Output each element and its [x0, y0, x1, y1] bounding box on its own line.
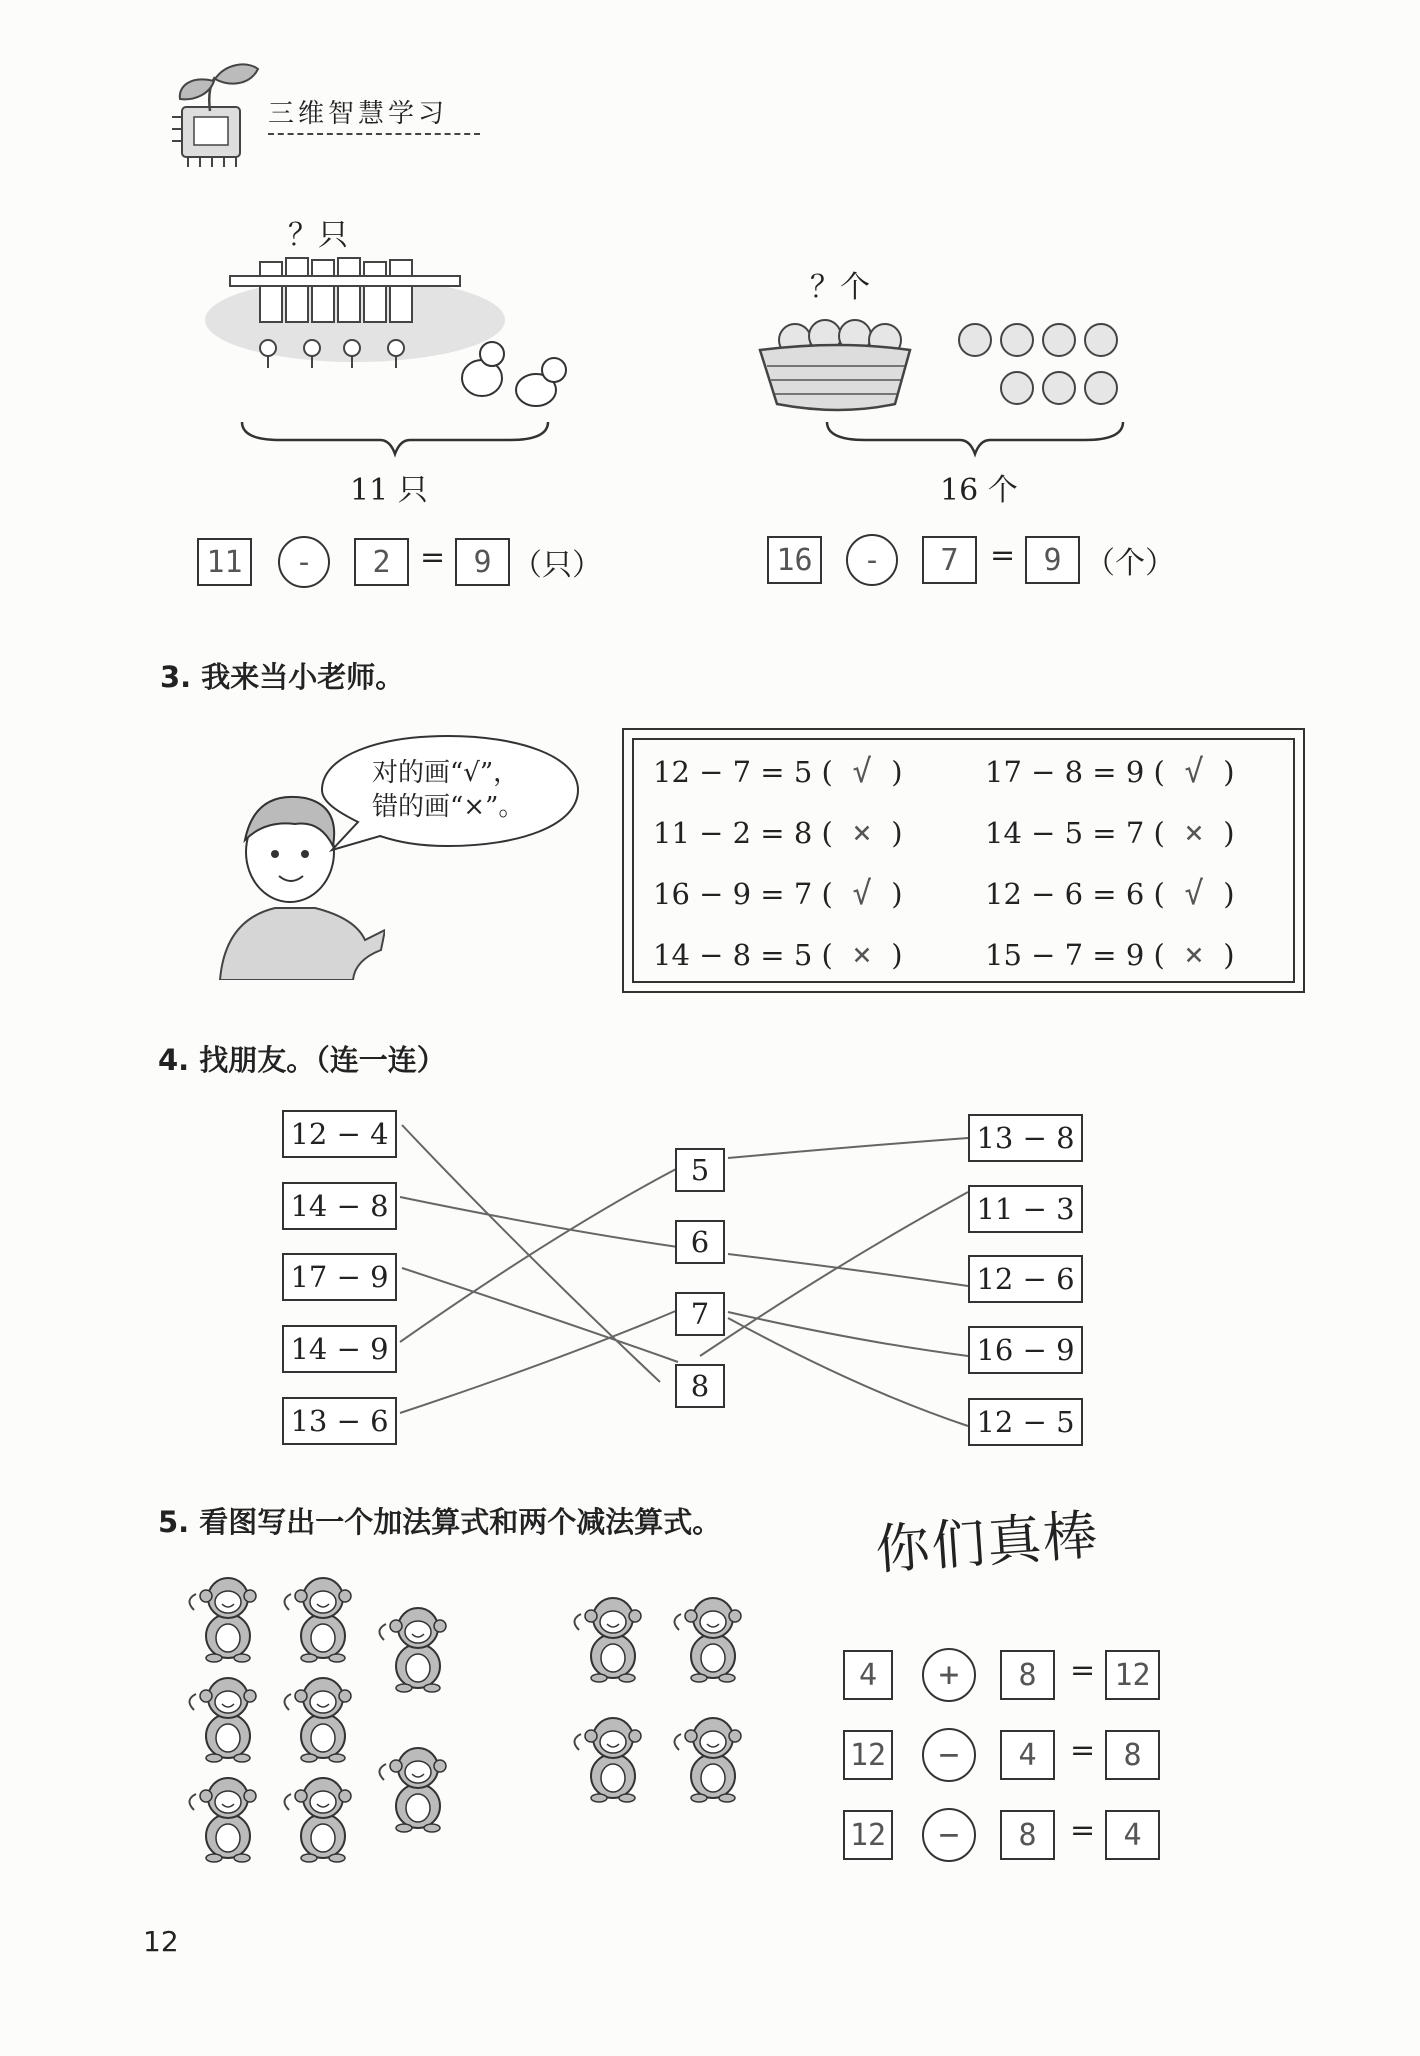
q3-expr: 12 − 7 = 5 [653, 755, 813, 789]
q3-mark[interactable]: √ [852, 874, 872, 912]
q3-item: 15 − 7 = 9 ( × ) [985, 935, 1235, 973]
fence-chicks-illustration [200, 250, 600, 410]
q3-mark[interactable]: √ [1184, 752, 1204, 790]
left-eq-result-box[interactable] [455, 538, 510, 586]
monkeys-illustration [185, 1570, 765, 1880]
right-eq-result: 9 [1043, 542, 1062, 578]
q4-left-item[interactable]: 12 − 4 [282, 1110, 397, 1158]
q5-eq3-equals: = [1070, 1813, 1096, 1848]
q4-middle-item[interactable]: 5 [675, 1148, 725, 1192]
q4-right-item[interactable]: 11 − 3 [968, 1185, 1083, 1233]
q5-eq1-equals: = [1070, 1653, 1096, 1688]
teacher-comment: 你们真棒 [873, 1503, 1102, 1582]
q5-eq3-op: − [938, 1815, 960, 1855]
right-eq-b-box[interactable] [922, 536, 977, 584]
q3-expr: 12 − 6 = 6 [985, 877, 1145, 911]
q3-expr: 15 − 7 = 9 [985, 938, 1145, 972]
speech-line-2: 错的画“×”。 [372, 792, 525, 822]
q5-eq2-result-box[interactable] [1105, 1730, 1160, 1780]
q3-mark[interactable]: × [852, 813, 872, 851]
sprout-chip-logo [160, 55, 270, 175]
q5-eq3-a-box[interactable] [843, 1810, 893, 1860]
left-eq-a: 11 [206, 544, 243, 580]
right-eq-a-box[interactable] [767, 536, 822, 584]
q3-item: 11 − 2 = 8 ( × ) [653, 813, 903, 851]
right-brace [825, 418, 1125, 458]
q5-eq1-b: 8 [1018, 1657, 1037, 1693]
q5-eq2-result: 8 [1123, 1737, 1142, 1773]
left-eq-b: 2 [372, 544, 391, 580]
right-total-label: 16 个 [940, 473, 1018, 508]
q5-eq2-a: 12 [849, 1737, 887, 1773]
q5-eq2-b: 4 [1018, 1737, 1037, 1773]
left-brace [240, 418, 550, 458]
q5-title: 5. 看图写出一个加法算式和两个减法算式。 [158, 1505, 722, 1539]
q3-mark[interactable]: √ [852, 752, 872, 790]
left-eq-unit: （只） [512, 548, 602, 583]
q3-item: 16 − 9 = 7 ( √ ) [653, 874, 903, 912]
right-eq-op: - [862, 542, 882, 578]
q5-eq2-a-box[interactable] [843, 1730, 893, 1780]
q3-item: 12 − 6 = 6 ( √ ) [985, 874, 1235, 912]
q3-mark[interactable]: × [1184, 813, 1204, 851]
q5-eq3-b: 8 [1018, 1817, 1037, 1853]
q5-eq2-b-box[interactable] [1000, 1730, 1055, 1780]
q4-right-item[interactable]: 12 − 5 [968, 1398, 1083, 1446]
right-eq-b: 7 [940, 542, 959, 578]
q5-eq3-result-box[interactable] [1105, 1810, 1160, 1860]
header-dashed-rule [268, 133, 480, 135]
q5-eq1-op-circle[interactable] [922, 1648, 976, 1702]
right-eq-unit: （个） [1085, 546, 1175, 581]
q3-mark[interactable]: × [1184, 935, 1204, 973]
q3-expr: 14 − 5 = 7 [985, 816, 1145, 850]
q3-title: 3. 我来当小老师。 [160, 660, 405, 694]
q4-right-item[interactable]: 12 − 6 [968, 1255, 1083, 1303]
header [160, 55, 490, 175]
q5-eq3-op-circle[interactable] [922, 1808, 976, 1862]
q3-expr: 14 − 8 = 5 [653, 938, 813, 972]
q5-eq2-op: − [938, 1735, 960, 1775]
speech-line-1: 对的画“√”， [372, 758, 520, 788]
left-eq-equals: = [420, 540, 446, 575]
q5-eq1-op: + [938, 1655, 960, 1695]
q3-expr: 11 − 2 = 8 [653, 816, 813, 850]
q5-eq1-b-box[interactable] [1000, 1650, 1055, 1700]
q4-title: 4. 找朋友。（连一连） [158, 1043, 446, 1077]
q3-mark[interactable]: √ [1184, 874, 1204, 912]
q5-eq1-a-box[interactable] [843, 1650, 893, 1700]
q3-mark[interactable]: × [852, 935, 872, 973]
right-eq-op-circle[interactable] [846, 534, 898, 586]
q4-left-item[interactable]: 14 − 8 [282, 1182, 397, 1230]
right-eq-result-box[interactable] [1025, 536, 1080, 584]
q5-eq3-result: 4 [1123, 1817, 1142, 1853]
header-title: 三维智慧学习 [268, 99, 449, 129]
q4-left-item[interactable]: 13 − 6 [282, 1397, 397, 1445]
q5-eq2-equals: = [1070, 1733, 1096, 1768]
apple-basket-illustration [755, 300, 1155, 420]
q5-eq1-result: 12 [1114, 1657, 1151, 1693]
q3-item: 14 − 8 = 5 ( × ) [653, 935, 903, 973]
q4-middle-item[interactable]: 7 [675, 1292, 725, 1336]
right-question-label: ？个 [810, 270, 870, 305]
q4-right-item[interactable]: 13 − 8 [968, 1114, 1083, 1162]
q3-item: 12 − 7 = 5 ( √ ) [653, 752, 903, 790]
q4-middle-item[interactable]: 8 [675, 1364, 725, 1408]
left-eq-a-box[interactable] [197, 538, 252, 586]
left-question-label: ？只 [288, 218, 348, 253]
left-eq-result: 9 [473, 544, 492, 580]
right-eq-a: 16 [776, 542, 813, 578]
q4-left-item[interactable]: 17 − 9 [282, 1253, 397, 1301]
q3-item: 14 − 5 = 7 ( × ) [985, 813, 1235, 851]
q3-expr: 16 − 9 = 7 [653, 877, 813, 911]
q5-eq1-result-box[interactable] [1105, 1650, 1160, 1700]
left-total-label: 11 只 [350, 473, 428, 508]
left-eq-op-circle[interactable] [278, 536, 330, 588]
left-eq-op: - [294, 544, 314, 580]
q4-left-item[interactable]: 14 − 9 [282, 1325, 397, 1373]
q5-eq1-a: 4 [858, 1657, 878, 1693]
q4-middle-item[interactable]: 6 [675, 1220, 725, 1264]
q5-eq2-op-circle[interactable] [922, 1728, 976, 1782]
page-number: 12 [143, 1925, 179, 1958]
q3-expr: 17 − 8 = 9 [985, 755, 1145, 789]
q4-right-item[interactable]: 16 − 9 [968, 1326, 1083, 1374]
left-eq-b-box[interactable] [354, 538, 409, 586]
right-eq-equals: = [990, 538, 1016, 573]
q5-eq3-b-box[interactable] [1000, 1810, 1055, 1860]
q3-item: 17 − 8 = 9 ( √ ) [985, 752, 1235, 790]
q5-eq3-a: 12 [849, 1817, 887, 1853]
